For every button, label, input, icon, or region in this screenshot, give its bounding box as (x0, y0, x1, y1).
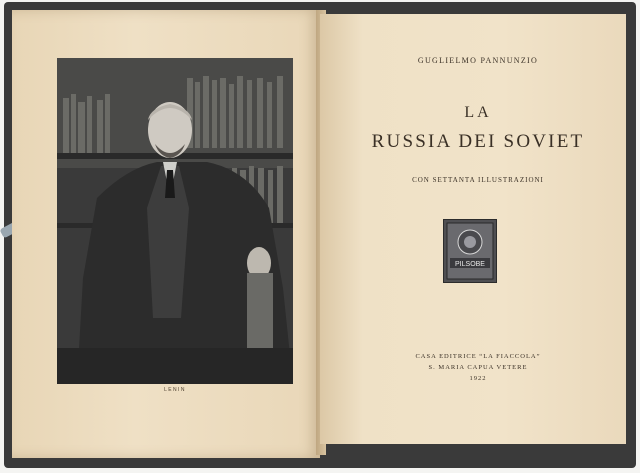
title-article: LA (464, 104, 492, 121)
publication-year: 1922 (469, 375, 487, 382)
portrait-drawing (57, 58, 293, 384)
author-name: GUGLIELMO PANNUNZIO (417, 56, 539, 65)
publisher-emblem (443, 219, 497, 283)
publisher-city: S. MARIA CAPUA VETERE (428, 364, 528, 371)
publisher-block (330, 351, 626, 384)
emblem-stamp-image (444, 220, 496, 282)
frontispiece-photograph (57, 58, 293, 384)
book-subtitle: CON SETTANTA ILLUSTRAZIONI (412, 176, 544, 184)
svg-text:PILSOBE: PILSOBE (455, 261, 485, 268)
book-title: RUSSIA DEI SOVIET (371, 131, 585, 152)
publisher-name: CASA EDITRICE “LA FIACCOLA” (415, 353, 541, 360)
photo-caption: LENIN (164, 387, 186, 393)
